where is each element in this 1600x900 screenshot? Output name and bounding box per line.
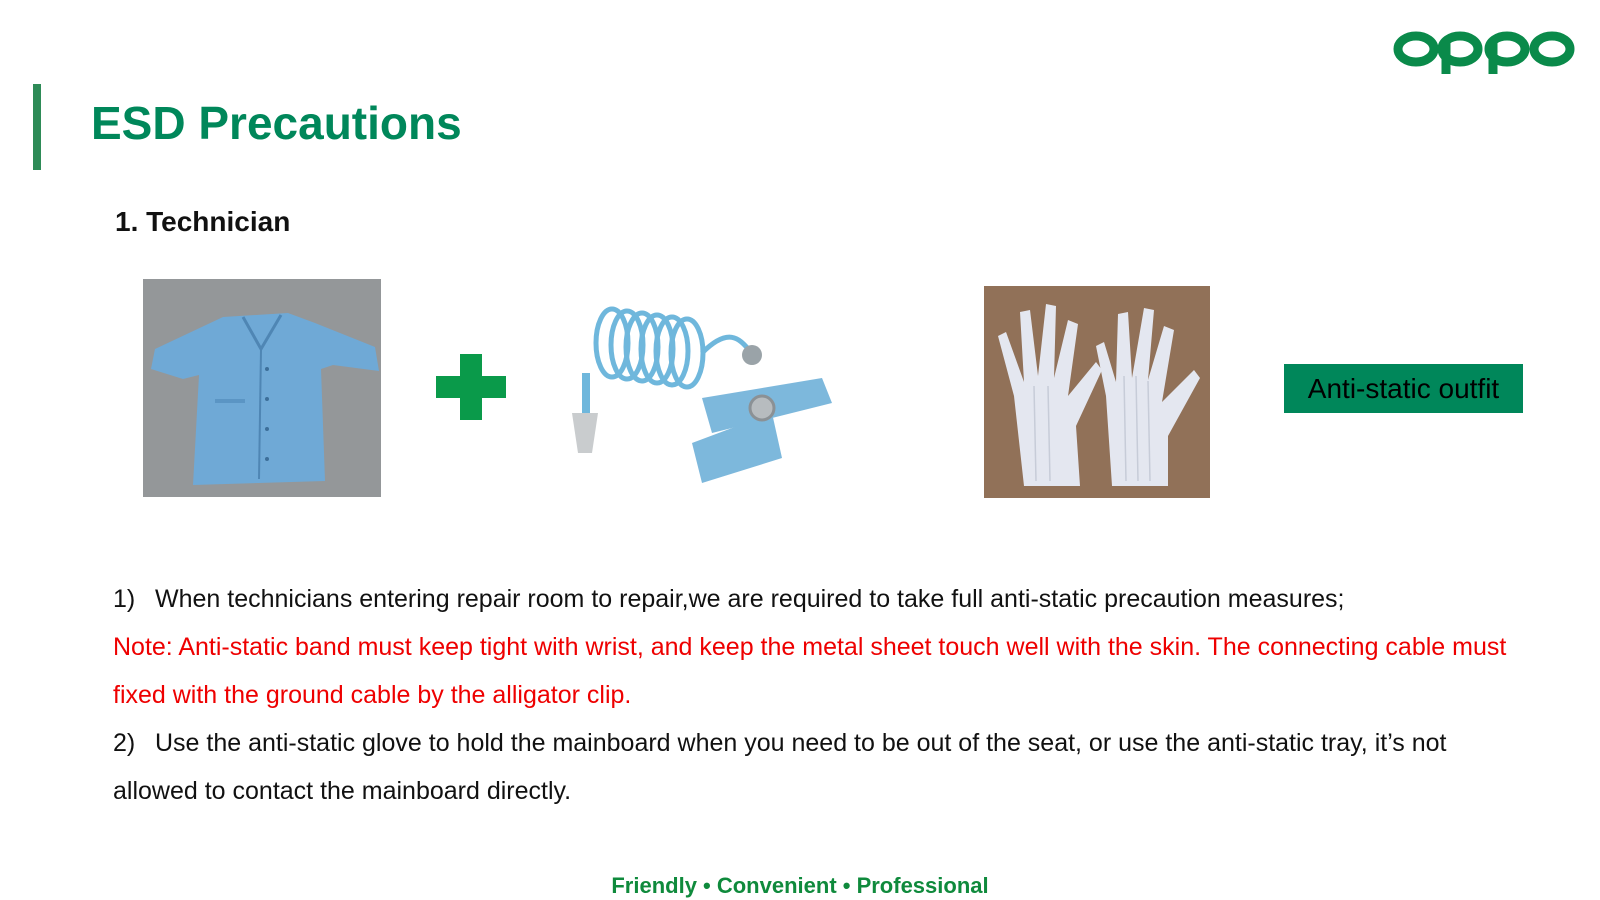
plus-icon [436,354,506,420]
anti-static-coat-image [143,279,381,497]
section-heading: 1. Technician [115,206,291,237]
wrist-strap-image [552,283,838,499]
warning-note: Note: Anti-static band must keep tight with wrist, and keep the metal sheet touch well with the skin. The connecting cable must fixed with the ground cable by the alligator clip. [113,633,1507,709]
slide-title: ESD Precautions [91,97,462,149]
item-number: 1) [113,585,136,613]
oppo-logo [1392,22,1577,83]
instruction-item-2 [113,719,1513,815]
item-text: When technicians entering repair room to repair,we are required to take full anti-static precaution measures; [155,585,1345,613]
footer-slogan: Friendly • Convenient • Professional [611,873,989,898]
anti-static-gloves-image [984,286,1210,498]
item-number: 2) [113,729,136,757]
instructions [113,575,1513,815]
instruction-item-1 [113,575,1513,623]
title-accent-bar [33,84,41,170]
item-text: Use the anti-static glove to hold the mainboard when you need to be out of the seat, or use the anti-static tray, it’s not allowed to contact the mainboard directly. [113,729,1447,805]
anti-static-outfit-label: Anti-static outfit [1284,364,1523,413]
